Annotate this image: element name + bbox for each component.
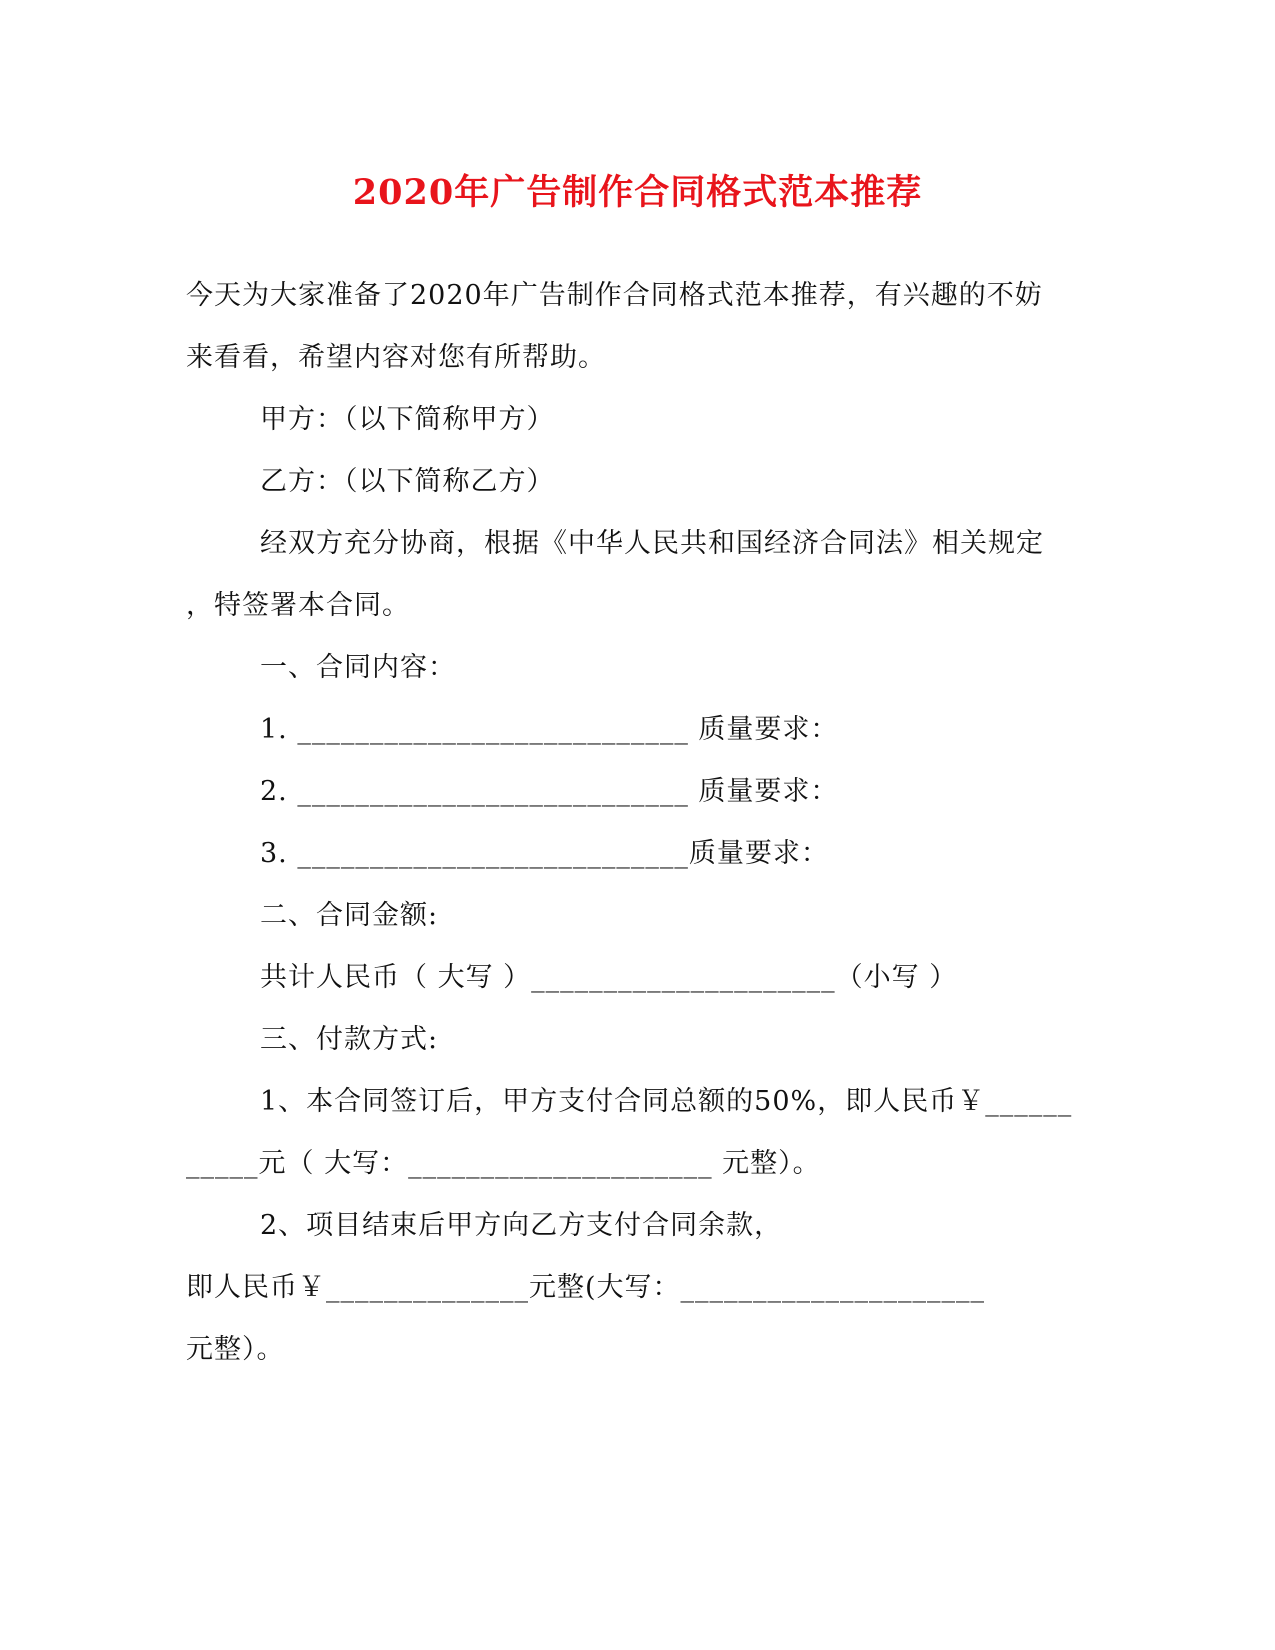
intro-line-1: 今天为大家准备了2020年广告制作合同格式范本推荐，有兴趣的不妨 (186, 280, 1043, 311)
party-a-line: 甲方：（以下简称甲方） (260, 404, 555, 435)
content-item-2: 2. ___________________________ 质量要求： (260, 776, 839, 807)
payment-1-line-2: _____元（ 大写：_____________________ 元整）。 (186, 1148, 821, 1179)
intro-line-2: 来看看，希望内容对您有所帮助。 (186, 342, 606, 373)
payment-2-line-1: 2、项目结束后甲方向乙方支付合同余款， (260, 1210, 783, 1241)
amount-line: 共计人民币（ 大写 ）_____________________（小写 ） (260, 962, 958, 993)
document-title: 2020年广告制作合同格式范本推荐 (352, 172, 923, 213)
payment-1-line-1: 1、本合同签订后，甲方支付合同总额的50%，即人民币￥______ (260, 1086, 1073, 1117)
payment-2-line-2: 即人民币￥______________元整(大写：_____________________ (186, 1272, 986, 1303)
party-b-line: 乙方：（以下简称乙方） (260, 466, 555, 497)
content-item-1: 1. ___________________________ 质量要求： (260, 714, 839, 745)
section-payment-method: 三、付款方式: (260, 1024, 439, 1055)
agreement-line-2: ，特签署本合同。 (186, 590, 410, 621)
section-contract-content: 一、合同内容： (260, 652, 456, 683)
section-contract-amount: 二、合同金额: (260, 900, 439, 931)
content-item-3: 3. ___________________________质量要求： (260, 838, 829, 869)
payment-2-line-3: 元整）。 (186, 1334, 285, 1365)
agreement-line-1: 经双方充分协商，根据《中华人民共和国经济合同法》相关规定 (260, 528, 1044, 559)
